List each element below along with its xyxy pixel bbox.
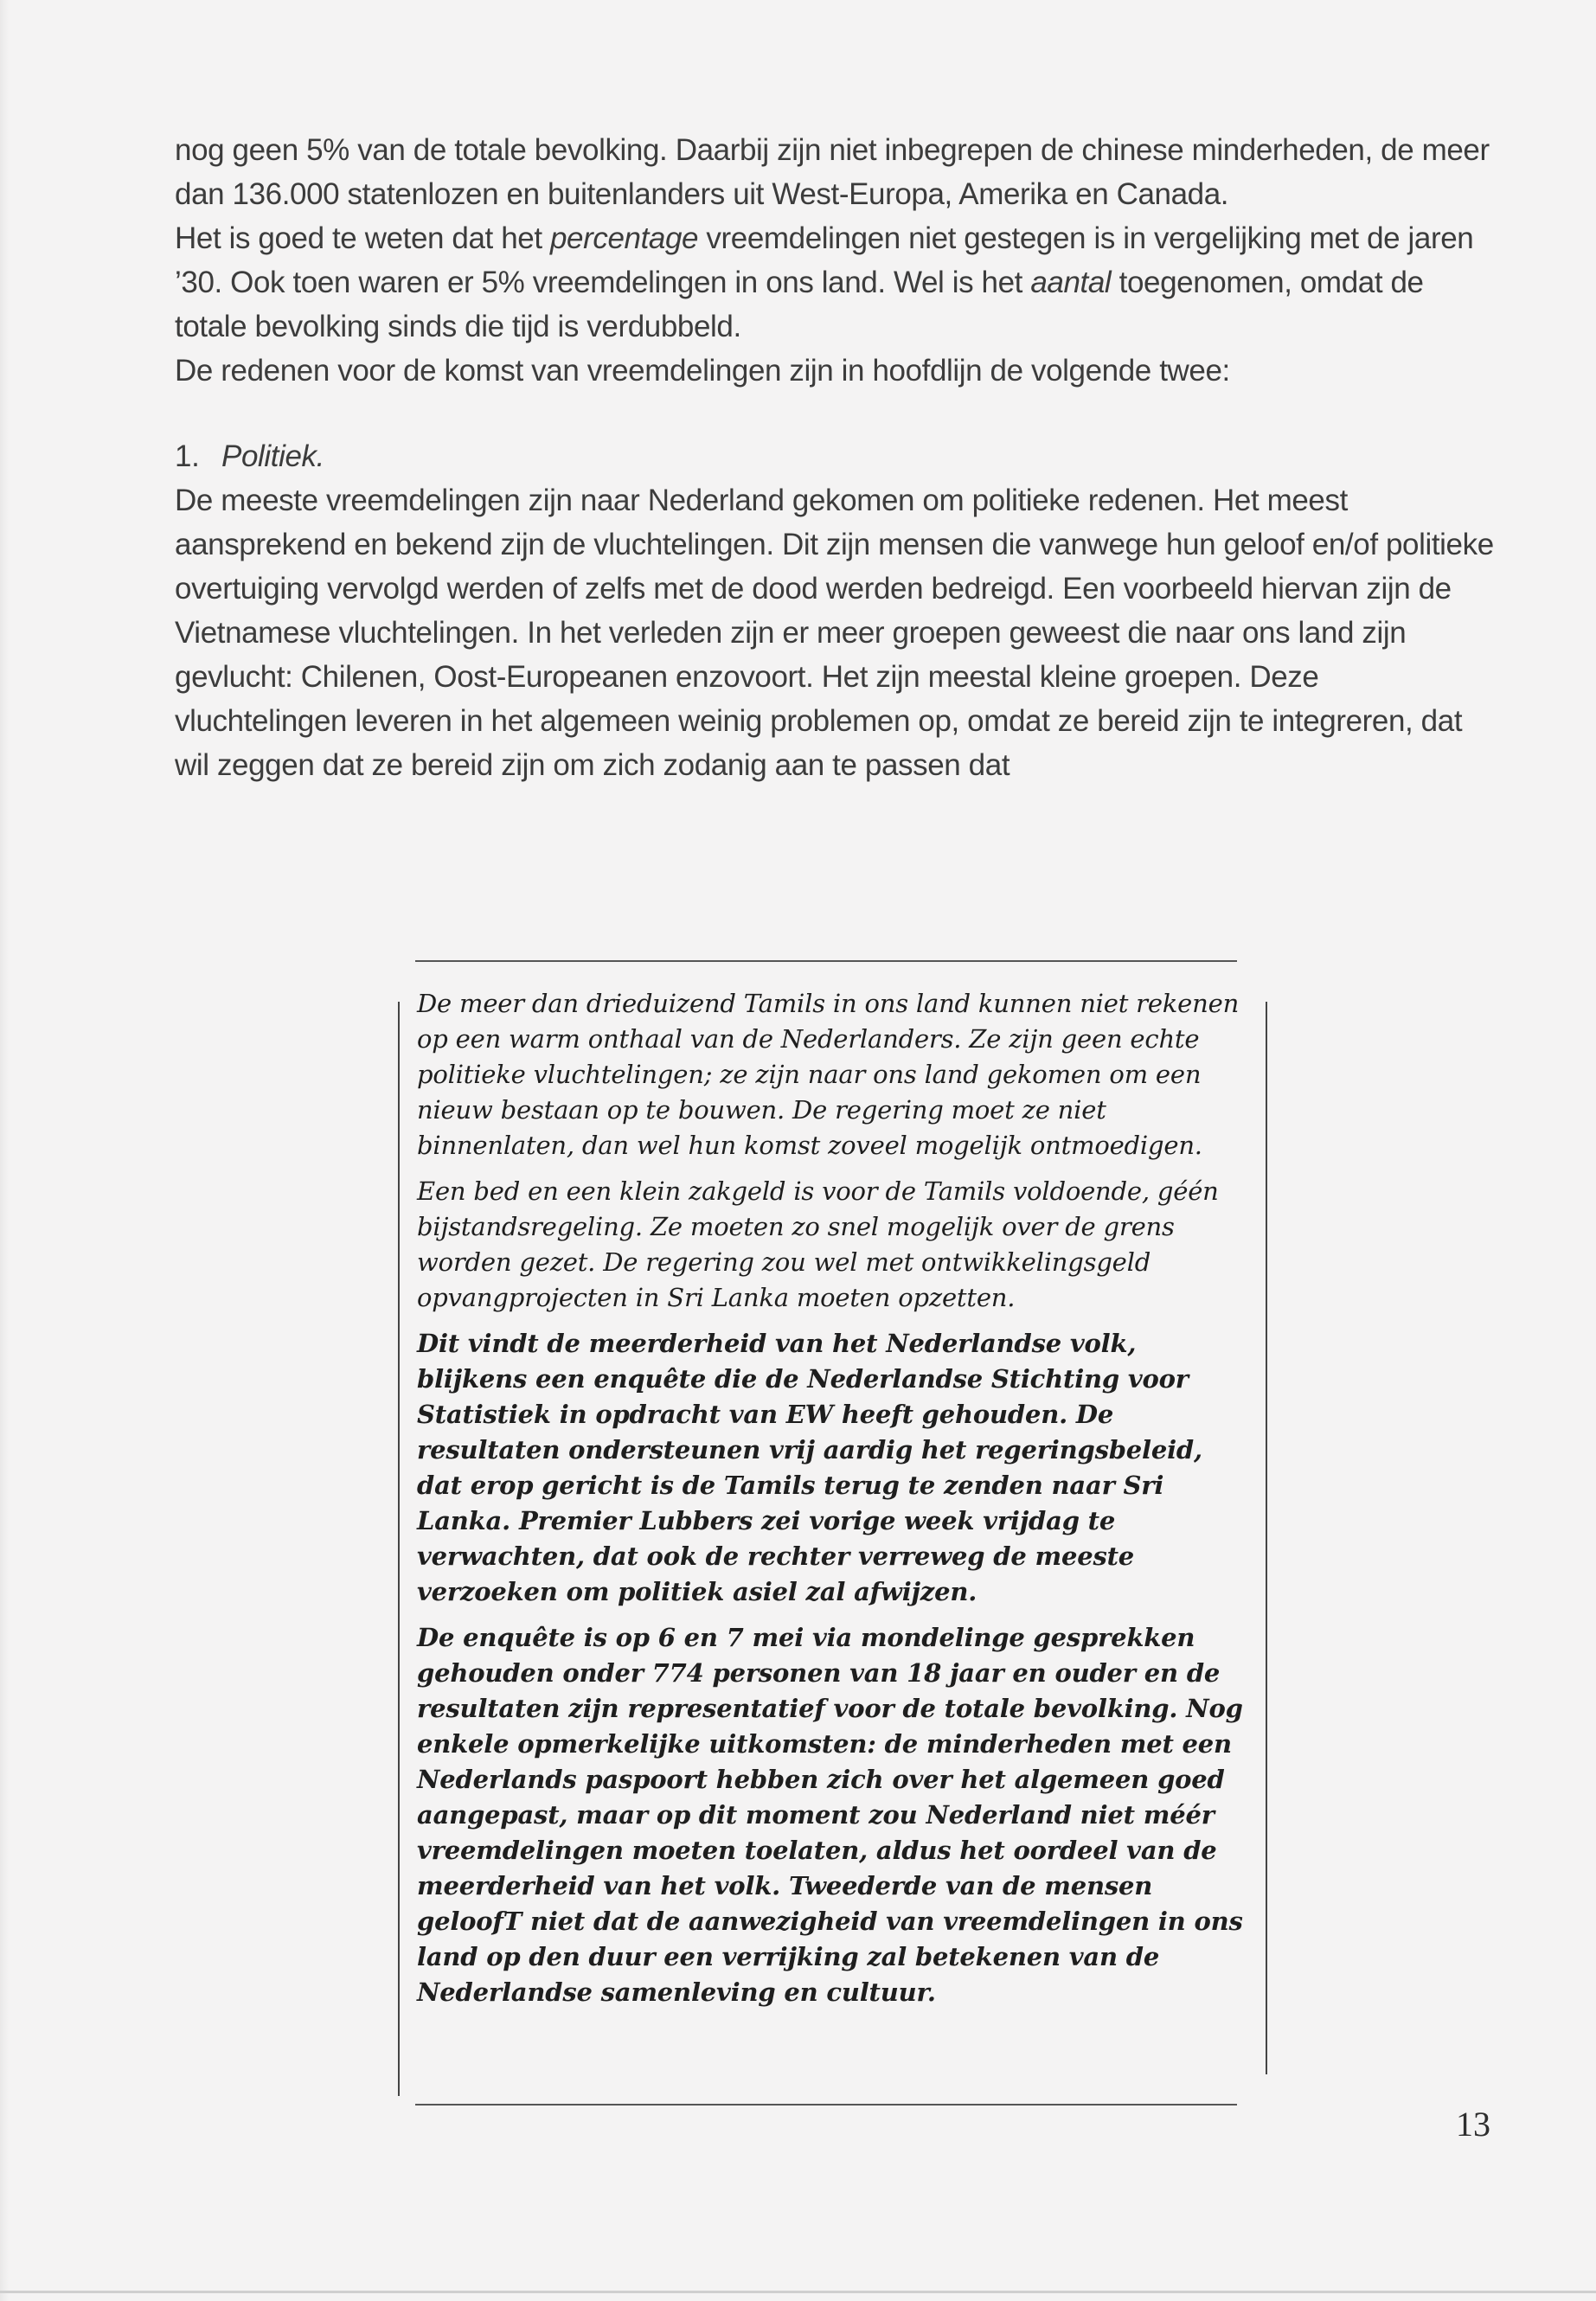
quote-box-bottom-rule: [415, 2104, 1237, 2106]
spacer: [175, 393, 1498, 434]
paragraph-2-part-c: toegenomen, omdat de totale bevolking sinds die tijd is verdubbeld.: [175, 266, 1424, 343]
list-item-heading: [175, 434, 1498, 478]
quote-paragraph-4: De enquête is op 6 en 7 mei via mondelinge gesprekken gehouden onder 774 personen van 18 jaar en ouder en de resultaten zijn representatief voor de totale bevolking. Nog enkele opmerkelijke uitkomsten: de minderheden met een Nederlands paspoort hebben zich over het algemeen goed aangepast, maar op dit moment zou Nederland niet méér vreemdelingen moeten toelaten, aldus het oordeel van de meerderheid van het volk. Tweederde van de mensen geloofT niet dat de aanwezigheid van vreemdelingen in ons land op den duur een verrijking zal betekenen van de Nederlandse samenleving en cultuur.: [417, 1623, 1243, 2007]
quote-paragraph-1: De meer dan drieduizend Tamils in ons land kunnen niet rekenen op een warm onthaal van de Nederlanders. Ze zijn geen echte politieke vluchtelingen; ze zijn naar ons land gekomen om een nieuw bestaan op te bouwen. De regering moet ze niet binnenlaten, dan wel hun komst zoveel mogelijk ontmoedigen.: [417, 989, 1240, 1160]
quote-box-left-bar: [398, 1002, 400, 2096]
list-item-body: De meeste vreemdelingen zijn naar Nederland gekomen om politieke redenen. Het meest aansprekend en bekend zijn de vluchtelingen. Dit zijn mensen die vanwege hun geloof en/of politieke overtuiging vervolgd werden of zelfs met de dood werden bedreigd. Een voorbeeld hiervan zijn de Vietnamese vluchtelingen. In het verleden zijn er meer groepen geweest die naar ons land zijn gevlucht: Chilenen, Oost-Europeanen enzovoort. Het zijn meestal kleine groepen. Deze vluchtelingen leveren in het algemeen weinig problemen op, omdat ze bereid zijn te integreren, dat wil zeggen dat ze bereid zijn om zich zodanig aan te passen dat: [175, 484, 1494, 782]
paragraph-1: nog geen 5% van de totale bevolking. Daarbij zijn niet inbegrepen de chinese minderheden, de meer dan 136.000 statenlozen en buitenlanders uit West-Europa, Amerika en Canada.: [175, 133, 1490, 211]
quote-box: [398, 960, 1267, 2115]
paragraph-2-emphasis-aantal: aantal: [1030, 266, 1112, 299]
paragraph-3: De redenen voor de komst van vreemdelingen zijn in hoofdlijn de volgende twee:: [175, 354, 1230, 388]
paragraph-2-part-b: vreemdelingen niet gestegen is in vergelijking met de jaren ’30. Ook toen waren er 5% vreemdelingen in ons land. Wel is het: [175, 221, 1474, 299]
paragraph-2: [175, 216, 1498, 349]
page-number: 13: [1456, 2105, 1490, 2144]
page-edge-bottom: [0, 2291, 1596, 2293]
quote-box-text: [417, 986, 1252, 2021]
list-item-title: Politiek.: [221, 439, 324, 473]
quote-paragraph-2: Een bed en een klein zakgeld is voor de Tamils voldoende, géén bijstandsregeling. Ze moeten zo snel mogelijk over de grens worden gezet. De regering zou wel met ontwikkelingsgeld opvangprojecten in Sri Lanka moeten opzetten.: [417, 1176, 1219, 1312]
quote-box-right-bar: [1266, 1002, 1267, 2074]
quote-paragraph-3: Dit vindt de meerderheid van het Nederlandse volk, blijkens een enquête die de Nederlandse Stichting voor Statistiek in opdracht van EW heeft gehouden. De resultaten ondersteunen vrij aardig het regeringsbeleid, dat erop gericht is de Tamils terug te zenden naar Sri Lanka. Premier Lubbers zei vorige week vrijdag te verwachten, dat ook de rechter verreweg de meeste verzoeken om politiek asiel zal afwijzen.: [417, 1329, 1202, 1606]
quote-box-top-rule: [415, 960, 1237, 962]
page-edge-left: [0, 0, 9, 2301]
paragraph-2-emphasis-percentage: percentage: [549, 221, 699, 255]
main-body-text: [175, 128, 1498, 787]
list-item-number: 1.: [175, 439, 200, 473]
paragraph-2-part-a: Het is goed te weten dat het: [175, 221, 550, 255]
